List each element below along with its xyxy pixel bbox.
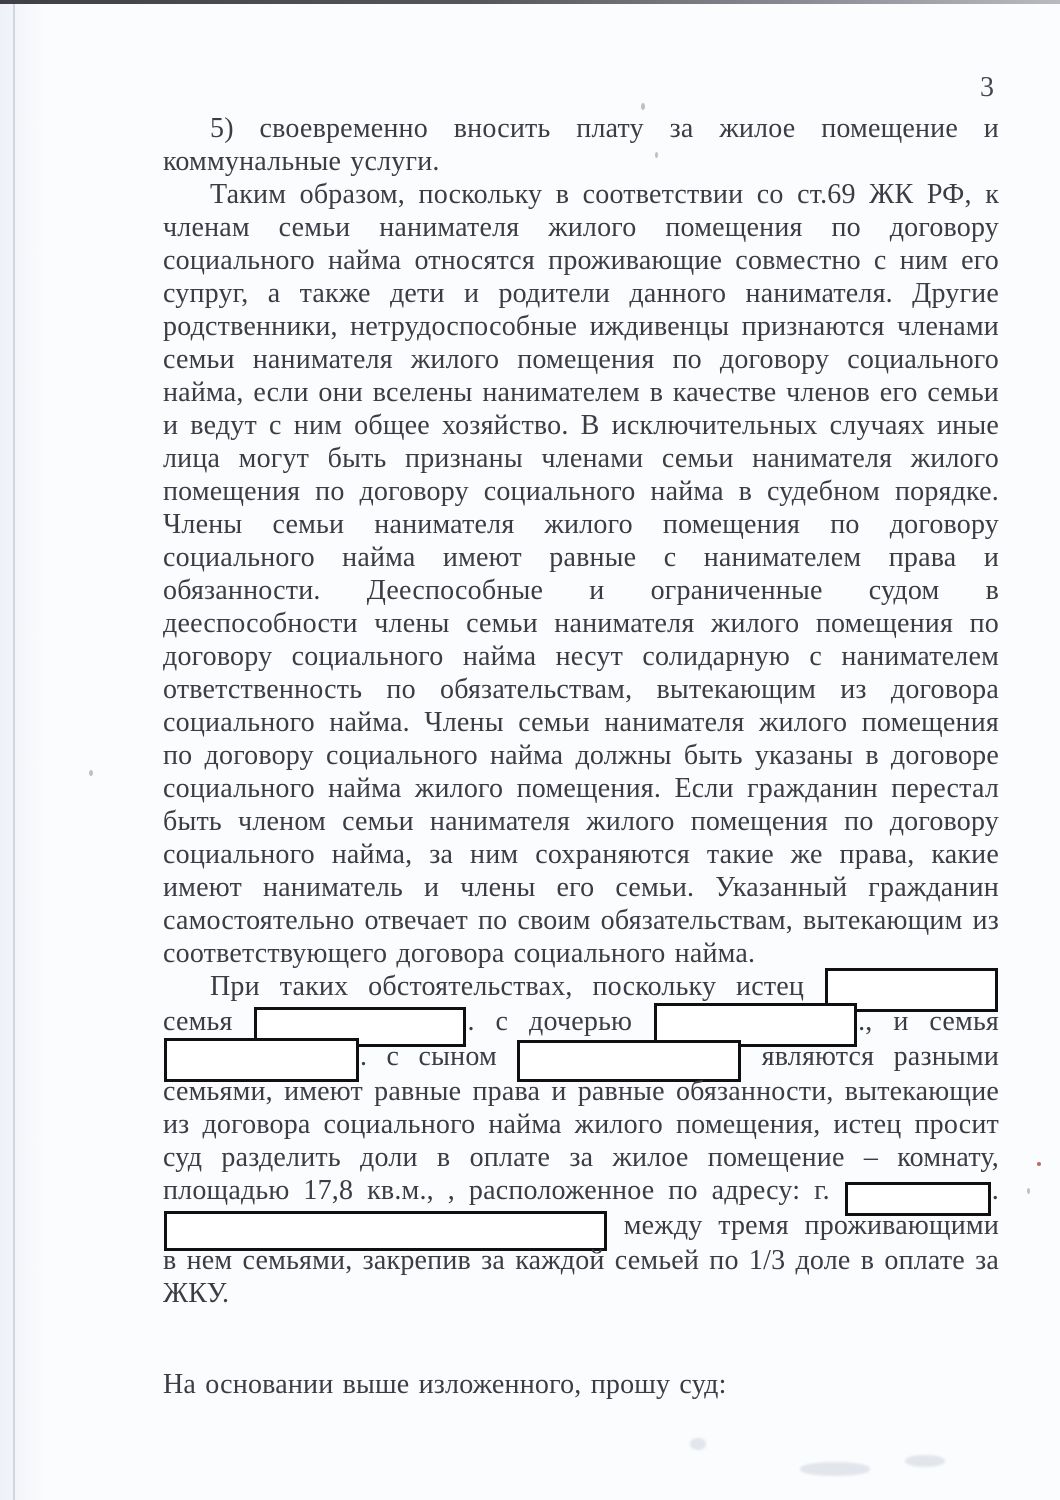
scan-speckle (1027, 1188, 1030, 1194)
paragraphs (163, 112, 999, 1401)
text-run: На основании выше изложенного, прошу суд: (163, 1369, 727, 1400)
paragraph (163, 1368, 999, 1401)
scan-left-tint (0, 0, 46, 1500)
text-run: ., и семья (858, 1006, 999, 1037)
text-run: . (991, 1175, 999, 1206)
text-run: . с дочерью (467, 1006, 654, 1037)
scan-smudge (800, 1462, 870, 1476)
text-run: Таким образом, поскольку в соответствии со ст.69 ЖК РФ, к членам семьи нанимателя жилого помещения по договору социального найма относятся проживающие совместно с ним его супруг, а также дети и родители данного нанимателя. Другие родственники, нетрудоспособные иждивенцы признаются членами семьи нанимателя жилого помещения по договору социального найма, если они вселены нанимателем в качестве членов его семьи и ведут с ним общее хозяйство. В исключительных случаях иные лица могут быть признаны членами семьи нанимателя жилого помещения по договору социального найма в судебном порядке. Члены семьи нанимателя жилого помещения по договору социального найма имеют равные с нанимателем права и обязанности. Дееспособные и ограниченные судом в дееспособности члены семьи нанимателя жилого помещения по договору социального найма несут солидарную с нанимателем ответственность по обязательствам, вытекающим из договора социального найма. Члены семьи нанимателя жилого помещения по договору социального найма должны быть указаны в договоре социального найма жилого помещения. Если гражданин перестал быть членом семьи нанимателя жилого помещения по договору социального найма, за ним сохраняются такие же права, какие имеют наниматель и члены его семьи. Указанный гражданин самостоятельно отвечает по своим обязательствам, вытекающим из соответствующего договора социального найма. (163, 179, 999, 969)
scan-smudge (690, 1438, 706, 1450)
scan-top-edge-line (0, 0, 1060, 4)
text-run: являются разными семьями, имеют равные права и равные обязанности, вытекающие из договора социального найма жилого помещения, истец просит суд разделить доли в оплате за жилое помещение – комнату, площадью 17,8 кв.м., , расположенное по адресу: г. (163, 1041, 1000, 1206)
scan-smudge (905, 1455, 945, 1467)
paragraph (163, 970, 999, 1310)
document-body (163, 112, 999, 1401)
text-run: . с сыном (360, 1041, 517, 1072)
text-run: семья (163, 1006, 254, 1037)
paragraph (163, 112, 999, 178)
scan-speckle (89, 770, 93, 776)
paragraph (163, 178, 999, 970)
text-run: между тремя проживающими в нем семьями, закрепив за каждой семьей по 1/3 доле в оплате за ЖКУ. (163, 1210, 999, 1309)
scan-speckle (641, 103, 645, 110)
text-run: При таких обстоятельствах, поскольку истец (210, 971, 824, 1002)
page-number: 3 (980, 72, 994, 103)
scan-red-speck (1037, 1162, 1041, 1166)
scan-left-line (13, 4, 15, 1500)
text-run: 5) своевременно вносить плату за жилое помещение и коммунальные услуги. (163, 113, 999, 177)
